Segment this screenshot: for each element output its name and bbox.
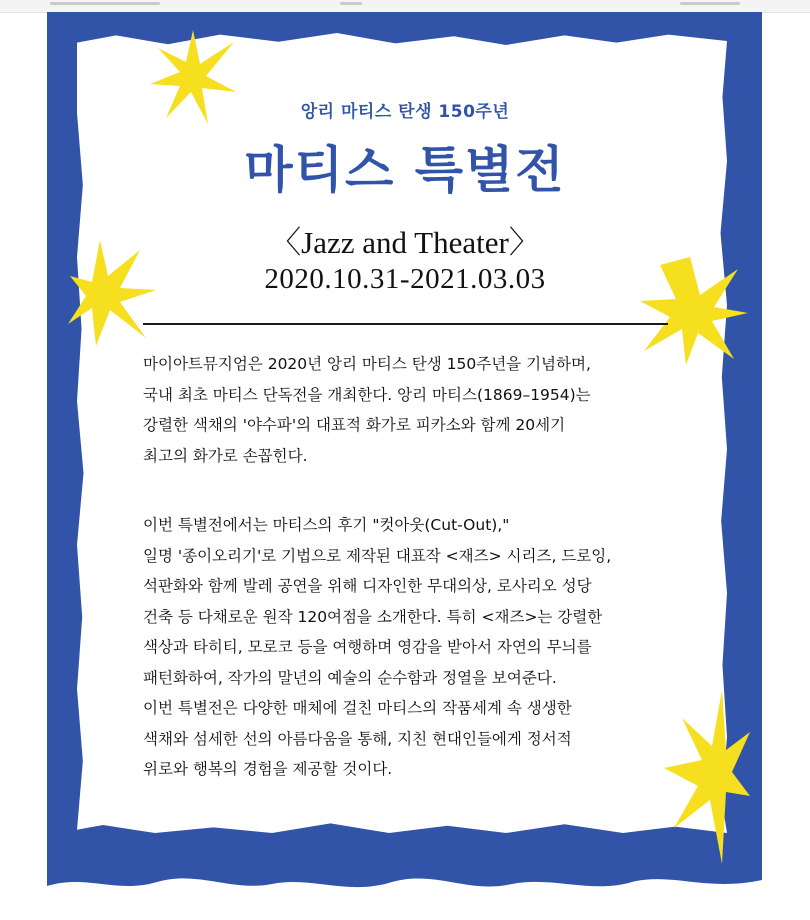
paragraph-line: 강렬한 색채의 '야수파'의 대표적 화가로 피카소와 함께 20세기: [143, 416, 566, 434]
paragraph-line: 마이아트뮤지엄은 2020년 앙리 마티스 탄생 150주년을 기념하며,: [143, 355, 591, 373]
paragraph-line: 석판화와 함께 발레 공연을 위해 디자인한 무대의상, 로사리오 성당: [143, 577, 592, 595]
exhibition-subtitle: 앙리 마티스 탄생 150주년: [300, 102, 510, 122]
paragraph-line: 색채와 섬세한 선의 아름다움을 통해, 지친 현대인들에게 정서적: [143, 729, 572, 748]
paragraph-line: 최고의 화가로 손꼽힌다.: [143, 446, 308, 465]
paragraph-line: 이번 특별전은 다양한 매체에 걸친 마티스의 작품세계 속 생생한: [143, 699, 572, 717]
paragraph-line: 색상과 타히티, 모로코 등을 여행하며 영감을 받아서 자연의 무늬를: [143, 638, 592, 656]
paragraph-line: 국내 최초 마티스 단독전을 개최한다. 앙리 마티스(1869–1954)는: [143, 385, 591, 404]
exhibition-subheading: 〈Jazz and Theater〉: [270, 225, 540, 260]
paragraph-line: 일명 '종이오리기'로 기법으로 제작된 대표작 <재즈> 시리즈, 드로잉,: [143, 546, 612, 565]
details-paragraph: [143, 510, 673, 785]
exhibition-title: 마티스 특별전: [244, 140, 566, 199]
exhibition-dates: 2020.10.31-2021.03.03: [264, 263, 546, 295]
divider-line: [143, 323, 668, 325]
paragraph-line: 패턴화하여, 작가의 말년의 예술의 순수함과 정열을 보여준다.: [143, 668, 557, 687]
paragraph-line: 위로와 행복의 경험을 제공할 것이다.: [143, 760, 393, 778]
intro-paragraph: [143, 349, 673, 471]
paragraph-line: 건축 등 다채로운 원작 120여점을 소개한다. 특히 <재즈>는 강렬한: [143, 607, 603, 626]
bottom-wave-decoration: [47, 870, 762, 915]
paragraph-line: 이번 특별전에서는 마티스의 후기 "컷아웃(Cut-Out),": [143, 516, 510, 534]
starburst-bottom-right-icon: [660, 688, 752, 866]
